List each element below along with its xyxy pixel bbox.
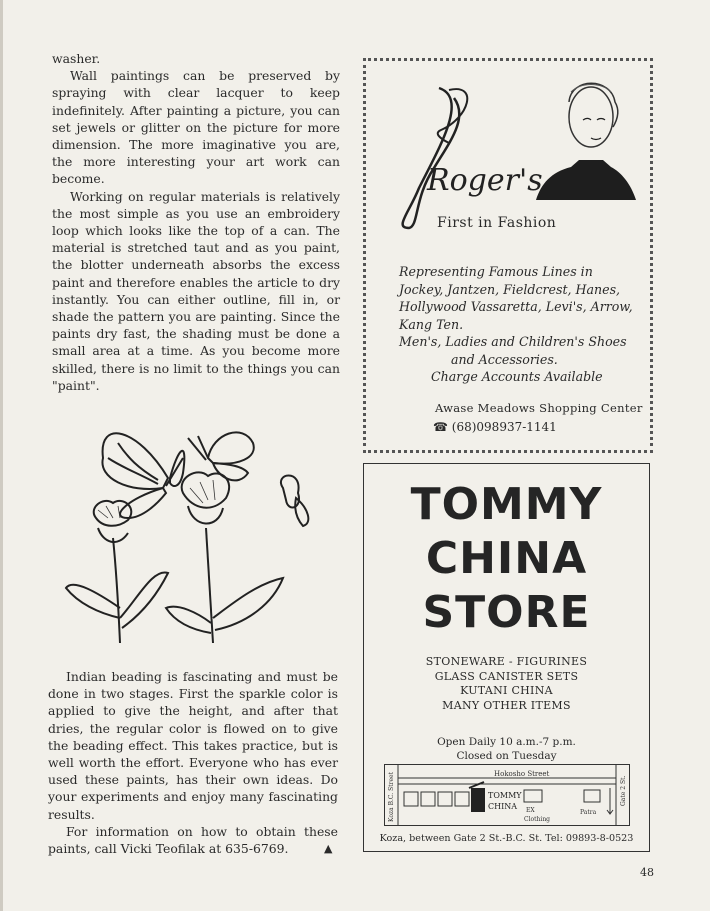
phone-number: (68)098937-1141 xyxy=(451,420,557,434)
hours-line: Open Daily 10 a.m.-7 p.m. xyxy=(437,736,576,748)
rogers-brand-list xyxy=(399,263,639,386)
map-label-clothing: Clothing xyxy=(524,816,551,823)
brand-line: Men's, Ladies and Children's Shoes xyxy=(399,334,627,349)
rogers-phone xyxy=(433,420,557,434)
store-hours xyxy=(364,735,649,763)
tommy-title xyxy=(364,478,649,640)
product-line: KUTANI CHINA xyxy=(460,684,553,698)
map-store-name: TOMMY xyxy=(488,791,522,800)
page-number: 48 xyxy=(640,866,654,879)
product-line: STONEWARE - FIGURINES xyxy=(425,655,588,668)
brand-line: Jockey, Jantzen, Fieldcrest, Hanes, xyxy=(399,281,621,297)
brand-line: and Accessories. xyxy=(451,351,558,367)
map-label-ex: EX xyxy=(526,807,535,814)
title-line: STORE xyxy=(422,587,591,638)
brand-line: Charge Accounts Available xyxy=(431,369,603,384)
rogers-advertisement xyxy=(363,58,653,453)
rogers-logo-graphic xyxy=(379,78,543,238)
map-street-top: Hokosho Street xyxy=(494,770,550,778)
telephone-icon: ☎ xyxy=(433,420,448,434)
butterfly-thistle-illustration xyxy=(58,418,328,648)
brand-line: Kang Ten. xyxy=(399,316,464,332)
article-paragraph: Wall paintings can be preserved by spraying with clear lacquer to keep indefinitely. After painting a picture, you can set jewels or glitter on the picture for more dimension. The more imaginative you are, the more interesting your art work can become. xyxy=(52,68,340,187)
article-paragraph: For information on how to obtain these paints, call Vicki Teofilak at 635-6769. xyxy=(48,823,338,857)
store-address: Koza, between Gate 2 St.-B.C. St. Tel: 09893-8-0523 xyxy=(379,833,634,844)
hours-line: Closed on Tuesday xyxy=(456,750,557,762)
product-line: GLASS CANISTER SETS xyxy=(434,669,579,683)
rogers-logo-text: Roger's xyxy=(427,163,543,198)
rogers-location: Awase Meadows Shopping Center xyxy=(435,401,643,415)
page-edge xyxy=(0,0,3,911)
title-line: CHINA xyxy=(425,533,588,584)
brand-line: Representing Famous Lines in xyxy=(399,264,593,279)
map-street-left: Koza B.C. Street xyxy=(388,772,395,822)
map-street-right: Gate 2 St. xyxy=(620,775,627,806)
store-location-map xyxy=(384,764,630,826)
tommy-product-list xyxy=(364,655,649,713)
woman-portrait-illustration xyxy=(531,72,639,202)
article-paragraph: Indian beading is fascinating and must be done in two stages. First the sparkle color is applied to give the height, and after that dries, the regular color is flowed on to give the beading effect. This takes practice, but is well worth the effort. Everyone who has ever used these paints, has their own ideas. Do your experiments and enjoy many fascinating results. xyxy=(48,669,338,822)
article-paragraph: washer. xyxy=(52,51,101,66)
end-mark: ▲ xyxy=(324,842,333,855)
rogers-tagline: First in Fashion xyxy=(437,215,557,231)
map-store-name: CHINA xyxy=(488,802,518,811)
article-paragraph: Working on regular materials is relatively the most simple as you use an embroidery loop which looks like the top of a can. The material is stretched taut and as you paint, the blotter underneath absorbs the excess paint and therefore enables the article to dry instantly. You can either outline, fill in, or shade the pattern you are painting. Since the paints dry fast, the shading must be done a small area at a time. As you become more skilled, there is no limit to the things you can "paint". xyxy=(52,188,340,393)
article-column-top xyxy=(52,50,340,394)
article-column-bottom xyxy=(48,668,338,857)
brand-line: Hollywood Vassaretta, Levi's, Arrow, xyxy=(399,299,633,314)
tommy-china-advertisement xyxy=(363,463,650,852)
title-line: TOMMY xyxy=(410,479,603,530)
map-label-patra: Patra xyxy=(580,809,597,816)
product-line: MANY OTHER ITEMS xyxy=(442,698,571,712)
